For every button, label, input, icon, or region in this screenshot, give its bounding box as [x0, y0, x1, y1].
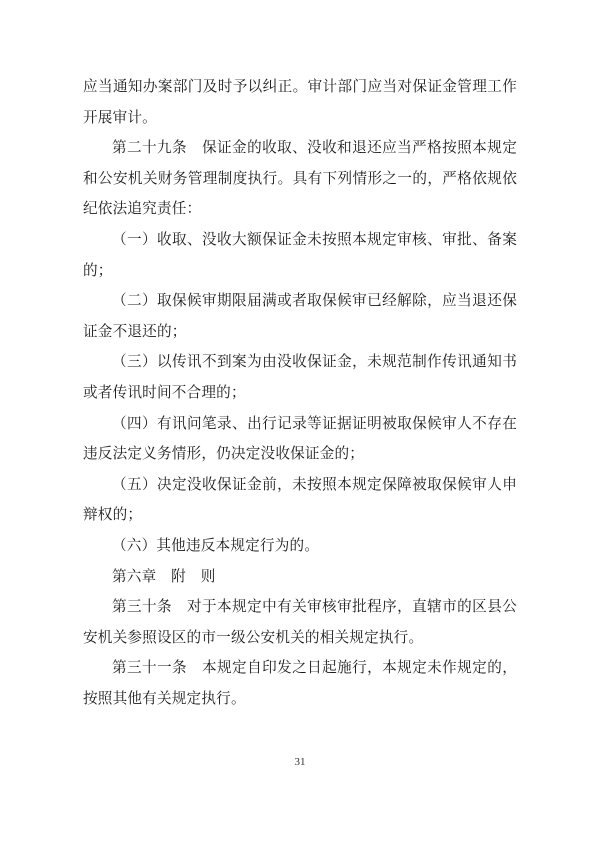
chapter-heading: 第六章 附 则 — [112, 567, 216, 585]
paragraph-item-6: （六）其他违反本规定行为的。 — [112, 536, 320, 554]
paragraph-item-5: （五）决定没收保证金前，未按照本规定保障被取保候审人申辩权的； — [83, 475, 517, 524]
paragraph-item-3: （三）以传讯不到案为由没收保证金，未规范制作传讯通知书或者传讯时间不合理的； — [83, 353, 517, 401]
paragraph-item-4: （四）有讯问笔录、出行记录等证据证明被取保候审人不存在违反法定义务情形，仍决定没收保证金的； — [83, 414, 517, 463]
paragraph-item-1: （一）收取、没收大额保证金未按照本规定审核、审批、备案的； — [83, 230, 517, 279]
paragraph-audit-continuation: 应当通知办案部门及时予以纠正。审计部门应当对保证金管理工作开展审计。 — [83, 78, 517, 126]
page-number: 31 — [294, 756, 306, 768]
document-body — [83, 72, 517, 714]
paragraph-article-31: 第三十一条 本规定自印发之日起施行，本规定未作规定的，按照其他有关规定执行。 — [83, 659, 517, 707]
paragraph-article-30: 第三十条 对于本规定中有关审核审批程序，直辖市的区县公安机关参照设区的市一级公安机关的相关规定执行。 — [83, 598, 517, 646]
paragraph-article-29: 第二十九条 保证金的收取、没收和退还应当严格按照本规定和公安机关财务管理制度执行。具有下列情形之一的，严格依规依纪依法追究责任： — [83, 139, 517, 218]
paragraph-item-2: （二）取保候审期限届满或者取保候审已经解除，应当退还保证金不退还的； — [83, 292, 517, 340]
